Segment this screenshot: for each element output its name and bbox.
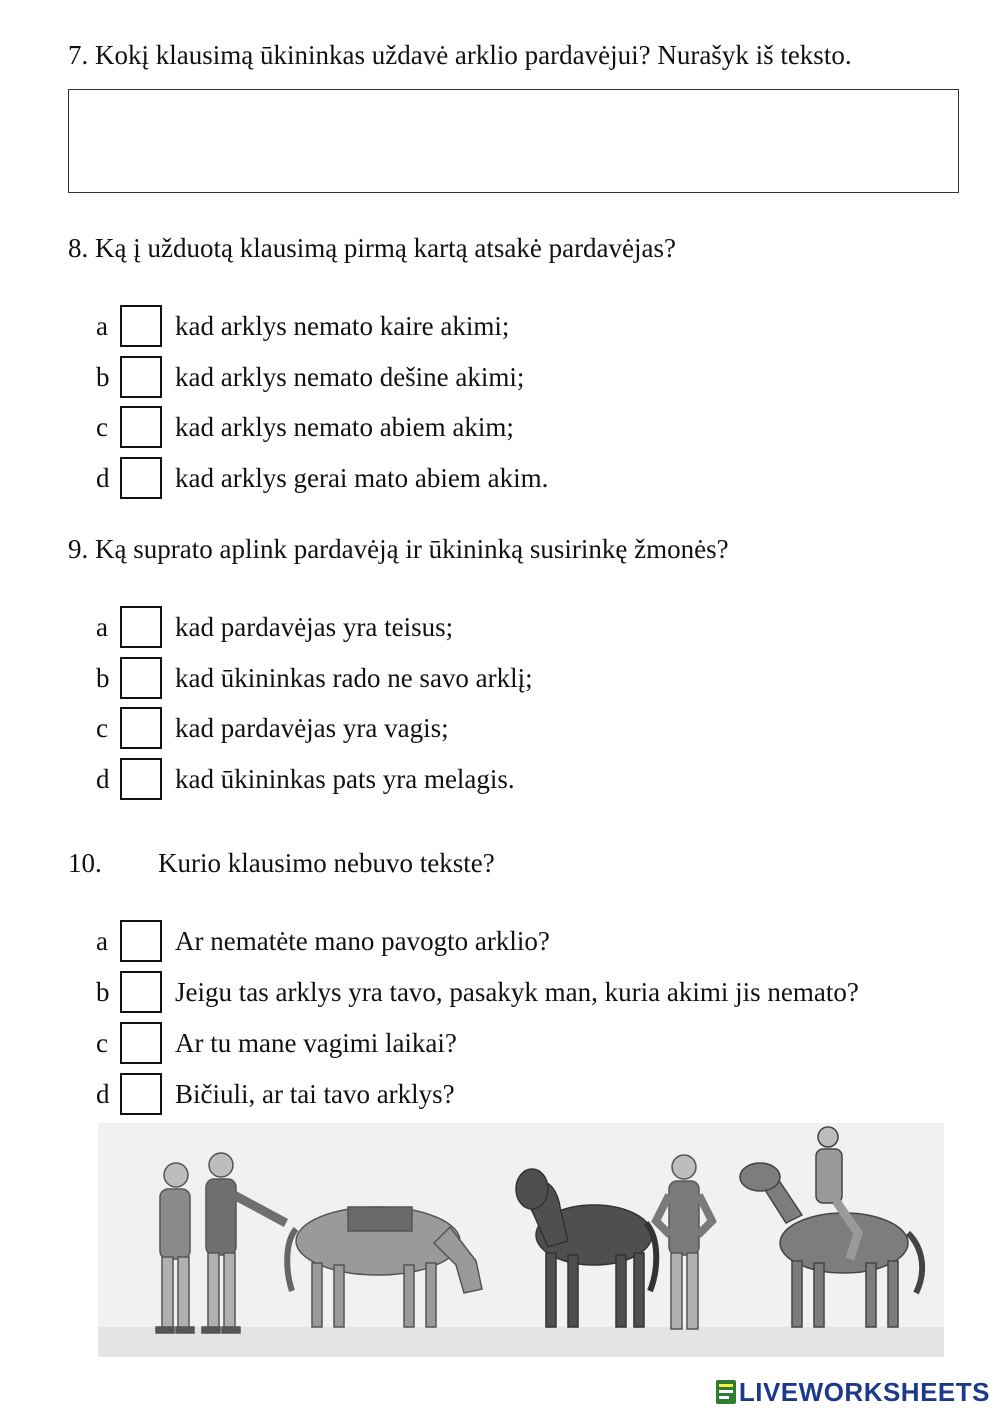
question-9 — [68, 534, 729, 565]
option-letter: d — [96, 764, 110, 794]
option-letter: a — [96, 612, 108, 642]
option-text: kad ūkininkas pats yra melagis. — [175, 764, 515, 794]
option-text: kad arklys nemato kaire akimi; — [175, 311, 510, 341]
question-9-number: 9. — [68, 534, 89, 564]
question-9-text: Ką suprato aplink pardavėją ir ūkininką susirinkę žmonės? — [95, 534, 729, 564]
question-7-text: Kokį klausimą ūkininkas uždavė arklio pardavėjui? Nurašyk iš teksto. — [95, 40, 852, 70]
checkbox-q10-c[interactable] — [120, 1022, 162, 1064]
question-10-number: 10. — [68, 848, 102, 878]
checkbox-q9-c[interactable] — [120, 707, 162, 749]
option-letter: c — [96, 713, 108, 743]
option-letter: d — [96, 463, 110, 493]
option-letter: b — [96, 663, 110, 693]
option-letter: a — [96, 311, 108, 341]
question-8 — [68, 233, 676, 264]
checkbox-q9-a[interactable] — [120, 606, 162, 648]
checkbox-q9-d[interactable] — [120, 758, 162, 800]
checkbox-q10-b[interactable] — [120, 971, 162, 1013]
question-8-number: 8. — [68, 233, 89, 263]
option-letter: c — [96, 412, 108, 442]
option-text: Ar nematėte mano pavogto arklio? — [175, 926, 550, 956]
story-illustration — [98, 1123, 944, 1357]
option-text: Ar tu mane vagimi laikai? — [175, 1028, 457, 1058]
liveworksheets-logo-icon — [715, 1379, 737, 1405]
option-text: kad ūkininkas rado ne savo arklį; — [175, 663, 533, 693]
checkbox-q10-d[interactable] — [120, 1073, 162, 1115]
option-text: Bičiuli, ar tai tavo arklys? — [175, 1079, 455, 1109]
option-text: kad arklys gerai mato abiem akim. — [175, 463, 549, 493]
question-10-text: Kurio klausimo nebuvo tekste? — [158, 848, 495, 878]
question-7 — [68, 40, 852, 71]
liveworksheets-logo-text: LIVEWORKSHEETS — [738, 1376, 990, 1407]
option-letter: b — [96, 362, 110, 392]
option-letter: c — [96, 1028, 108, 1058]
checkbox-q8-b[interactable] — [120, 356, 162, 398]
checkbox-q10-a[interactable] — [120, 920, 162, 962]
question-8-text: Ką į užduotą klausimą pirmą kartą atsakė pardavėjas? — [95, 233, 677, 263]
question-7-number: 7. — [68, 40, 89, 70]
liveworksheets-logo — [715, 1375, 990, 1409]
checkbox-q8-a[interactable] — [120, 305, 162, 347]
option-text: kad pardavėjas yra teisus; — [175, 612, 454, 642]
checkbox-q9-b[interactable] — [120, 657, 162, 699]
checkbox-q8-d[interactable] — [120, 457, 162, 499]
option-text: Jeigu tas arklys yra tavo, pasakyk man, kuria akimi jis nemato? — [175, 977, 859, 1007]
option-text: kad arklys nemato abiem akim; — [175, 412, 514, 442]
option-letter: a — [96, 926, 108, 956]
option-text: kad pardavėjas yra vagis; — [175, 713, 449, 743]
option-text: kad arklys nemato dešine akimi; — [175, 362, 525, 392]
checkbox-q8-c[interactable] — [120, 406, 162, 448]
option-letter: d — [96, 1079, 110, 1109]
answer-input-question-7[interactable] — [68, 89, 959, 193]
option-letter: b — [96, 977, 110, 1007]
